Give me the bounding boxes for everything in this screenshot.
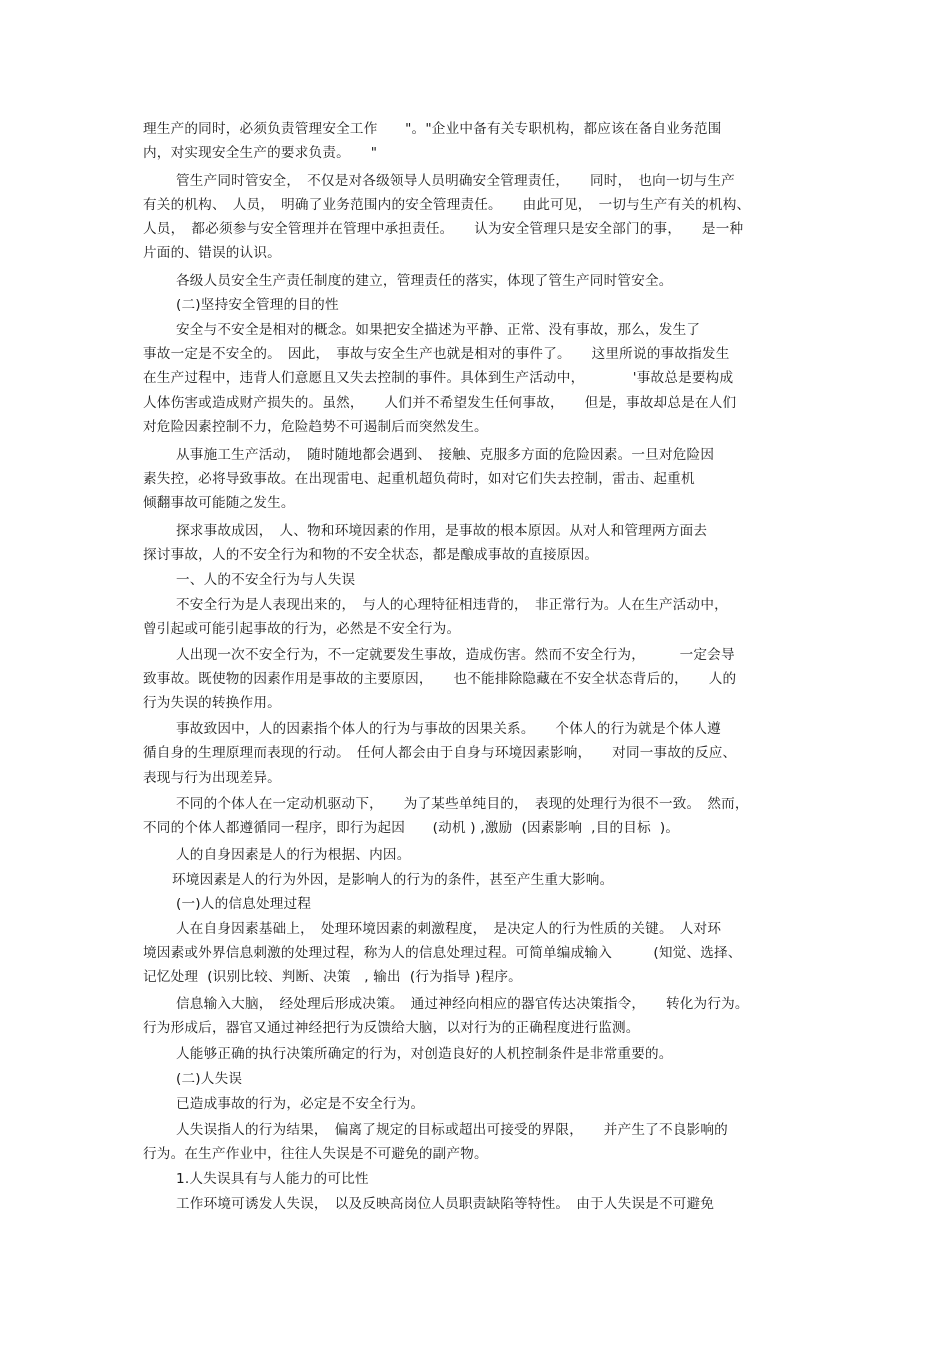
- text-line: 素失控，必将导致事故。在出现雷电、起重机超负荷时，如对它们失去控制，雷击、起重机: [143, 471, 695, 487]
- text-line: 行为失误的转换作用。: [143, 695, 281, 711]
- section-heading: (一)人的信息处理过程: [176, 896, 312, 912]
- text-line: 曾引起或可能引起事故的行为，必然是不安全行为。: [143, 621, 461, 637]
- text-line: 不安全行为是人表现出来的， 与人的心理特征相违背的， 非正常行为。人在生产活动中，: [176, 597, 728, 613]
- text-line: 事故致因中，人的因素指个体人的行为与事故的因果关系。 个体人的行为就是个体人遵: [176, 721, 721, 737]
- text-line: 循自身的生理原理而表现的行动。 任何人都会由于自身与环境因素影响， 对同一事故的反应、: [143, 745, 737, 761]
- text-line: 从事施工生产活动， 随时随地都会遇到、 接触、克服多方面的危险因素。一旦对危险因: [176, 447, 715, 463]
- text-line: 人失误指人的行为结果， 偏离了规定的目标或超出可接受的界限， 并产生了不良影响的: [176, 1122, 728, 1138]
- section-heading: (二)坚持安全管理的目的性: [176, 297, 339, 313]
- text-line: 工作环境可诱发人失误， 以及反映高岗位人员职责缺陷等特性。 由于人失误是不可避免: [176, 1196, 715, 1212]
- section-heading: 1.人失误具有与人能力的可比性: [176, 1171, 369, 1187]
- text-line: 各级人员安全生产责任制度的建立，管理责任的落实，体现了管生产同时管安全。: [176, 273, 673, 289]
- section-heading: (二)人失误: [176, 1071, 243, 1087]
- text-line: 人出现一次不安全行为，不一定就要发生事故，造成伤害。然而不安全行为， 一定会导: [176, 647, 735, 663]
- text-line: 对危险因素控制不力，危险趋势不可遏制后而突然发生。: [143, 419, 488, 435]
- text-line: 在生产过程中，违背人们意愿且又失去控制的事件。具体到生产活动中， '事故总是要构成: [143, 370, 734, 386]
- text-line: 事故一定是不安全的。 因此， 事故与安全生产也就是相对的事件了。 这里所说的事故指发生: [143, 346, 730, 362]
- text-line: 信息输入大脑， 经处理后形成决策。 通过神经向相应的器官传达决策指令， 转化为行为。: [176, 996, 749, 1012]
- text-line: 环境因素是人的行为外因，是影响人的行为的条件，甚至产生重大影响。: [172, 872, 614, 888]
- text-line: 境因素或外界信息刺激的处理过程，称为人的信息处理过程。可简单编成输入 (知觉、选择、: [143, 945, 742, 961]
- text-line: 人员， 都必须参与安全管理并在管理中承担责任。 认为安全管理只是安全部门的事， 是一种: [143, 221, 744, 237]
- text-line: 人在自身因素基础上， 处理环境因素的刺激程度， 是决定人的行为性质的关键。 人对环: [176, 921, 722, 937]
- text-line: 有关的机构、 人员， 明确了业务范围内的安全管理责任。 由此可见， 一切与生产有关的机构、: [143, 197, 751, 213]
- text-line: 致事故。既使物的因素作用是事故的主要原因， 也不能排除隐藏在不安全状态背后的， 人的: [143, 671, 737, 687]
- text-line: 不同的个体人在一定动机驱动下， 为了某些单纯目的， 表现的处理行为很不一致。 然而，: [176, 796, 749, 812]
- text-line: 片面的、错误的认识。: [143, 245, 281, 261]
- text-line: 已造成事故的行为，必定是不安全行为。: [176, 1096, 425, 1112]
- text-line: 不同的个体人都遵循同一程序，即行为起因 (动机 ) ,激励 (因素影响 ,目的目标 )。: [143, 820, 680, 836]
- text-line: 人体伤害或造成财产损失的。虽然， 人们并不希望发生任何事故， 但是，事故却总是在人们: [143, 395, 737, 411]
- text-line: 理生产的同时，必须负责管理安全工作 "。"企业中备有关专职机构，都应该在备自业务范围: [143, 121, 722, 137]
- text-line: 人能够正确的执行决策所确定的行为，对创造良好的人机控制条件是非常重要的。: [176, 1046, 673, 1062]
- text-line: 探讨事故，人的不安全行为和物的不安全状态，都是酿成事故的直接原因。: [143, 547, 599, 563]
- text-line: 记忆处理 (识别比较、判断、决策 , 输出 (行为指导 )程序。: [143, 969, 522, 985]
- section-heading: 一、人的不安全行为与人失误: [176, 572, 356, 588]
- text-line: 行为形成后，器官又通过神经把行为反馈给大脑，以对行为的正确程度进行监测。: [143, 1020, 640, 1036]
- text-line: 探求事故成因， 人、物和环境因素的作用，是事故的根本原因。从对人和管理两方面去: [176, 523, 708, 539]
- text-line: 倾翻事故可能随之发生。: [143, 495, 295, 511]
- text-line: 行为。在生产作业中，往往人失误是不可避免的副产物。: [143, 1146, 488, 1162]
- text-line: 人的自身因素是人的行为根据、内因。: [176, 847, 411, 863]
- text-line: 管生产同时管安全， 不仅是对各级领导人员明确安全管理责任， 同时， 也向一切与生产: [176, 173, 735, 189]
- text-line: 安全与不安全是相对的概念。如果把安全描述为平静、正常、没有事故，那么，发生了: [176, 322, 701, 338]
- text-line: 内，对实现安全生产的要求负责。 ": [143, 145, 378, 161]
- text-line: 表现与行为出现差异。: [143, 770, 281, 786]
